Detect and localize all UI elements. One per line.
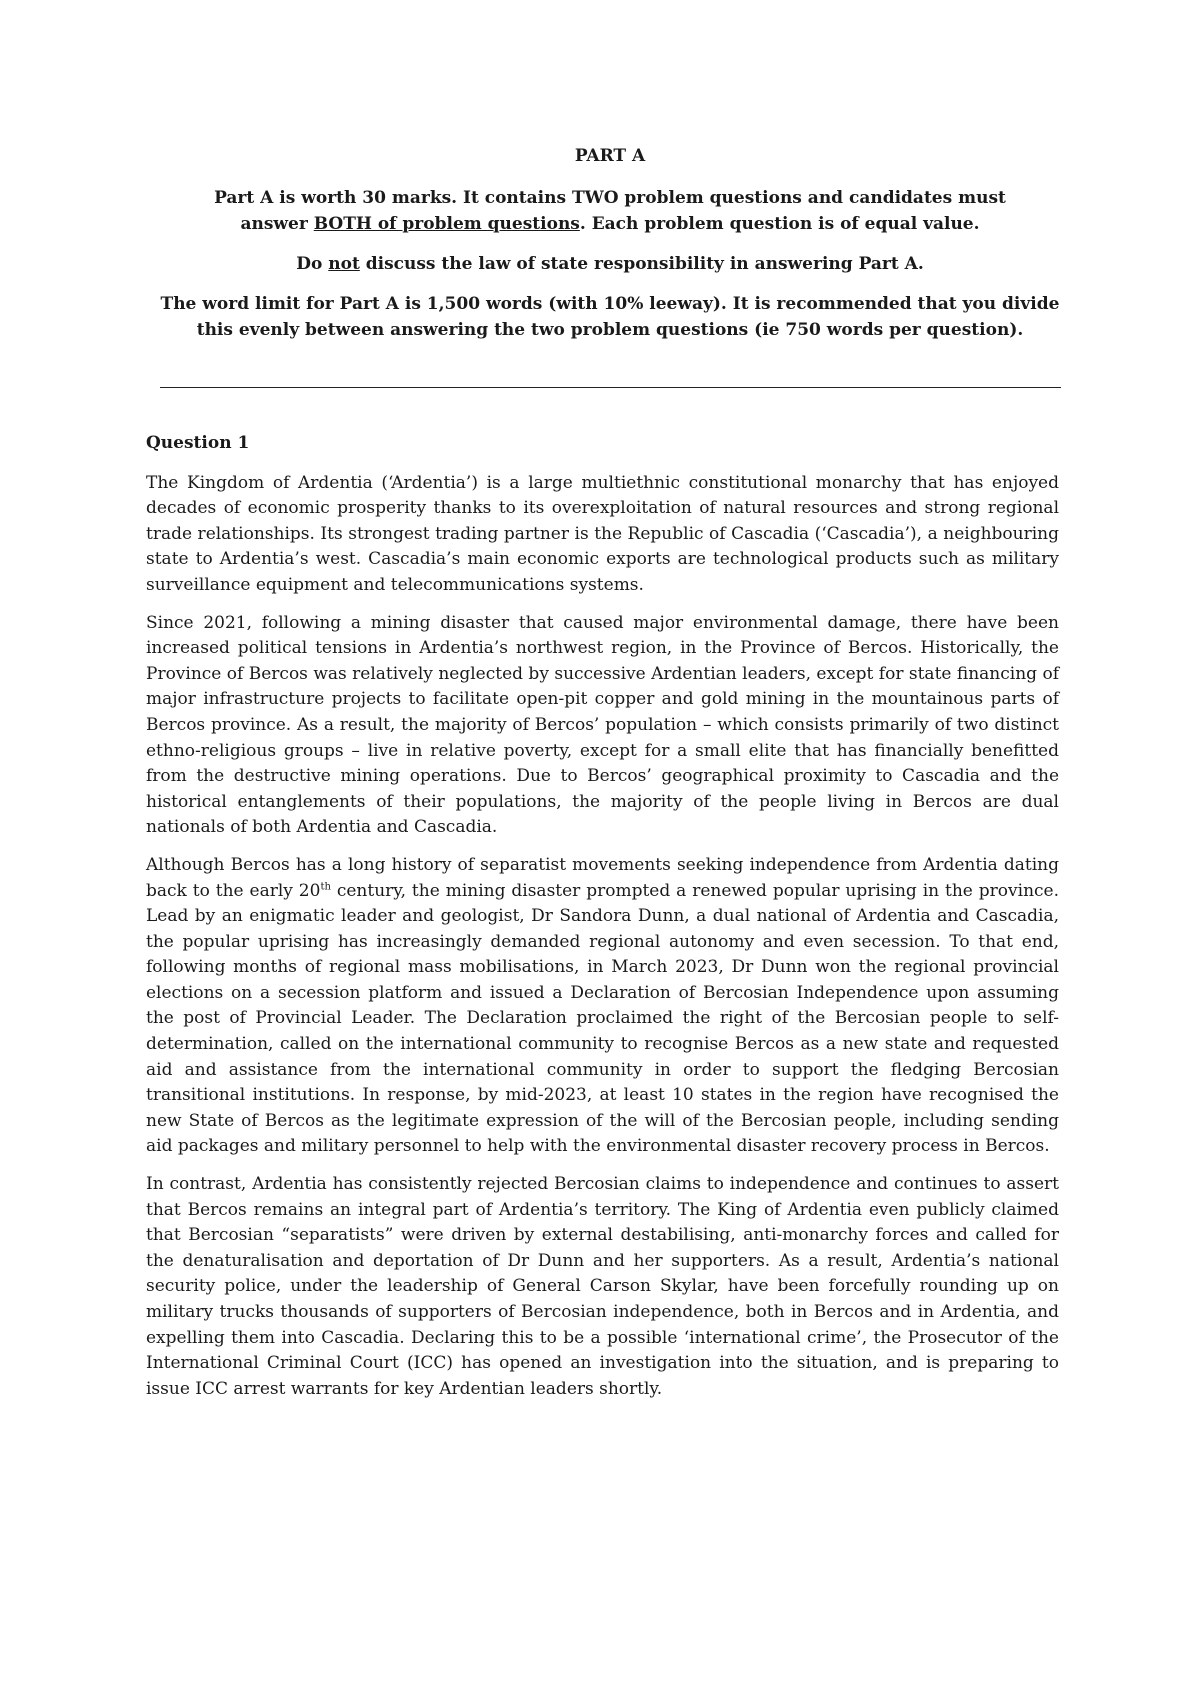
paragraph-2: Since 2021, following a mining disaster that caused major environmental damage, there have been increased political tensions in Ardentia’s northwest region, in the Province of Bercos. Historically, the Province of Bercos was relatively neglected by successive Ardentian leaders, except for state financing of major infrastructure projects to facilitate open-pit copper and gold mining in the mountainous parts of Bercos province. As a result, the majority of Bercos’ population – which consists primarily of two distinct ethno-religious groups – live in relative poverty, except for a small elite that has financially benefitted from the destructive mining operations. Due to Bercos’ geographical proximity to Cascadia and the historical entanglements of their populations, the majority of the people living in Bercos are dual nationals of both Ardentia and Cascadia.: [146, 612, 1059, 838]
paragraph-4: In contrast, Ardentia has consistently rejected Bercosian claims to independence and continues to assert that Bercos remains an integral part of Ardentia’s territory. The King of Ardentia even publicly claimed that Bercosian “separatists” were driven by external destabilising, anti-monarchy forces and called for the denaturalisation and deportation of Dr Dunn and her supporters. As a result, Ardentia’s national security police, under the leadership of General Carson Skylar, have been forcefully rounding up on military trucks thousands of supporters of Bercosian independence, both in Bercos and in Ardentia, and expelling them into Cascadia. Declaring this to be a possible ‘international crime’, the Prosecutor of the International Criminal Court (ICC) has opened an investigation into the situation, and is preparing to issue ICC arrest warrants for key Ardentian leaders shortly.: [146, 1174, 1059, 1399]
note-post: discuss the law of state responsibility in answering Part A.: [359, 254, 924, 274]
part-title: PART A: [574, 146, 646, 166]
paragraph-3-pre: Although Bercos has a long history of separatist movements seeking independence from Ardentia dating back to the early 20: [146, 854, 1059, 901]
instructions-underlined: BOTH of problem questions: [313, 214, 580, 234]
question-body: [146, 431, 1059, 1414]
instructions-line-2-post: . Each problem question is of equal value.: [579, 214, 980, 234]
question-title: Question 1: [146, 433, 250, 453]
paragraph-3-post: century, the mining disaster prompted a renewed popular uprising in the province. Lead by an enigmatic leader and geologist, Dr Sandora Dunn, a dual national of Ardentia and Cascadia, the popular uprising has increasingly demanded regional autonomy and even secession. To that end, following months of regional mass mobilisations, in March 2023, Dr Dunn won the regional provincial elections on a secession platform and issued a Declaration of Bercosian Independence upon assuming the post of Provincial Leader. The Declaration proclaimed the right of the Bercosian people to self-determination, called on the international community to recognise Bercos as a new state and requested aid and assistance from the international community in order to support the fledging Bercosian transitional institutions. In response, by mid-2023, at least 10 states in the region have recognised the new State of Bercos as the legitimate expression of the will of the Bercosian people, including sending aid packages and military personnel to help with the environmental disaster recovery process in Bercos.: [146, 880, 1059, 1157]
ordinal-suffix: th: [320, 880, 331, 892]
part-instructions: [160, 185, 1060, 237]
instructions-line-1: Part A is worth 30 marks. It contains TWO problem questions and candidates must: [214, 188, 1006, 208]
part-header: [160, 143, 1060, 343]
word-limit-line-2: this evenly between answering the two problem questions (ie 750 words per question).: [196, 320, 1024, 340]
instructions-line-2-pre: answer: [240, 214, 314, 234]
note-underlined: not: [328, 254, 360, 274]
paragraph-3: [146, 853, 1059, 1160]
paragraph-1: The Kingdom of Ardentia (‘Ardentia’) is a large multiethnic constitutional monarchy that has enjoyed decades of economic prosperity thanks to its overexploitation of natural resources and strong regional trade relationships. Its strongest trading partner is the Republic of Cascadia (‘Cascadia’), a neighbouring state to Ardentia’s west. Cascadia’s main economic exports are technological products such as military surveillance equipment and telecommunications systems.: [146, 472, 1059, 595]
word-limit-note: [160, 291, 1060, 343]
word-limit-line-1: The word limit for Part A is 1,500 words (with 10% leeway). It is recommended that you divide: [160, 294, 1060, 314]
state-responsibility-note: [160, 251, 1060, 277]
note-pre: Do: [296, 254, 329, 274]
horizontal-divider: [160, 387, 1061, 388]
